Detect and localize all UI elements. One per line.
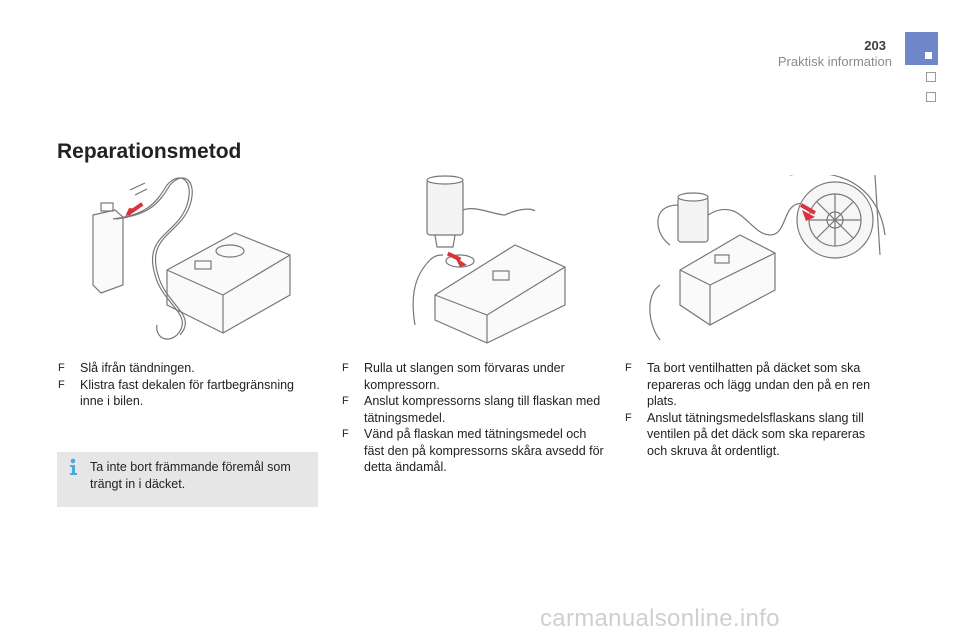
bullet-icon: F <box>342 362 349 374</box>
list-item <box>625 360 877 410</box>
chapter-tab[interactable] <box>926 92 936 102</box>
bullet-icon: F <box>58 362 65 374</box>
page-heading: Reparationsmetod <box>57 140 242 163</box>
step-text: Rulla ut slangen som förvaras under kompressorn. <box>364 361 565 392</box>
bullet-icon: F <box>342 395 349 407</box>
page-number: 203 <box>864 38 886 53</box>
list-item <box>342 426 604 476</box>
list-item <box>342 360 604 393</box>
bullet-icon: F <box>625 362 632 374</box>
info-text: Ta inte bort främmande föremål som trängt in i däcket. <box>90 460 291 491</box>
illustration-mount-bottle <box>405 175 580 345</box>
watermark: carmanualsonline.info <box>540 605 780 632</box>
steps-column-1 <box>58 360 308 410</box>
info-box <box>57 452 318 507</box>
list-item <box>58 360 308 377</box>
bullet-icon: F <box>58 378 65 391</box>
steps-column-2 <box>342 360 604 476</box>
step-text: Vänd på flaskan med tätningsmedel och fäst den på kompressorns skåra avsedd för detta ändamål. <box>364 427 604 474</box>
tab-marker-icon <box>925 52 932 59</box>
chapter-tab[interactable] <box>926 72 936 82</box>
bullet-icon: F <box>342 428 349 440</box>
step-text: Anslut tätningsmedelsflaskans slang till ventilen på det däck som ska repareras och skruva åt ordentligt. <box>647 410 866 458</box>
bullet-icon: F <box>625 411 632 424</box>
step-text: Anslut kompressorns slang till flaskan med tätningsmedel. <box>364 394 601 425</box>
illustration-connect-valve <box>640 175 890 345</box>
step-text: Ta bort ventilhatten på däcket som ska repareras och lägg undan den på en ren plats. <box>647 361 871 408</box>
step-text: Slå ifrån tändningen. <box>80 361 195 375</box>
list-item <box>625 410 877 460</box>
section-title: Praktisk information <box>777 54 892 69</box>
step-text: Klistra fast dekalen för fartbegränsning inne i bilen. <box>80 377 295 408</box>
list-item <box>342 393 604 426</box>
list-item <box>58 377 308 410</box>
info-icon <box>65 458 83 476</box>
chapter-tab-active[interactable] <box>905 32 938 65</box>
illustration-connect-hose <box>85 175 300 345</box>
steps-column-3 <box>625 360 877 459</box>
